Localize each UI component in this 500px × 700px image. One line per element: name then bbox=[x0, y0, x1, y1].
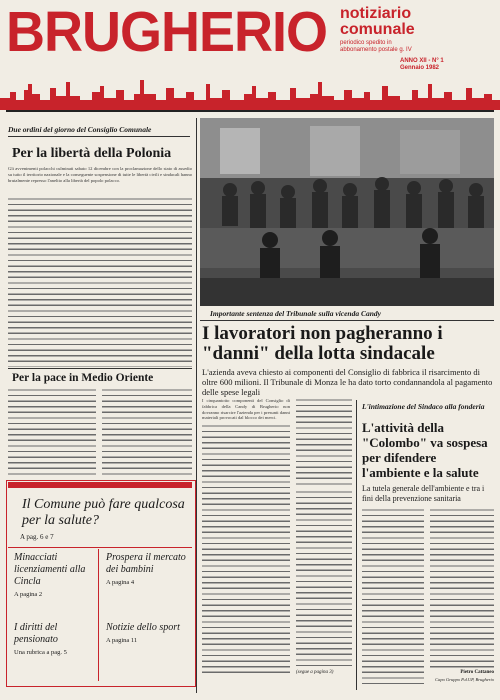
medio-oriente-col1 bbox=[8, 388, 96, 476]
teaser-pensionato-page: Una rubrica a pag. 5 bbox=[14, 649, 67, 656]
medio-oriente-col2 bbox=[102, 388, 192, 476]
continued-note: (segue a pagina 3) bbox=[296, 670, 334, 675]
left-headline-medio-oriente: Per la pace in Medio Oriente bbox=[12, 372, 154, 384]
right-signature: Pietro Cattaneo bbox=[460, 670, 494, 675]
caption-rule bbox=[200, 320, 494, 321]
left-divider bbox=[8, 368, 192, 369]
right-headline: L'attività della "Colombo" va sospesa per difendere l'ambiente e la salute bbox=[362, 420, 488, 480]
teaser-bambini-page: A pagina 4 bbox=[106, 579, 135, 586]
teaser-sport-title: Notizie dello sport bbox=[106, 622, 180, 633]
teaser-cincla-page: A pagina 2 bbox=[14, 591, 43, 598]
box-divider bbox=[8, 547, 192, 548]
left-headline-polonia: Per la libertà della Polonia bbox=[12, 146, 172, 161]
postal-info bbox=[340, 40, 412, 54]
right-divider bbox=[356, 400, 357, 690]
masthead-title: BRUGHERIO bbox=[6, 0, 328, 64]
teaser-sport-page: A pagina 11 bbox=[106, 637, 138, 644]
postal-line2: abbonamento postale g. IV bbox=[340, 47, 412, 53]
right-body-col1 bbox=[362, 508, 424, 688]
left-lead-polonia: Gli avvenimenti polacchi culminati sabato 12 dicembre con la proclamazione dello stato di assedio su tutto il territorio nazionale e la conseguente sospensione di tutte le libertà civili e sindacali hanno brutalmente represso l'anelito alla libertà del popolo polacco. bbox=[8, 166, 192, 183]
courtroom-photo bbox=[200, 118, 494, 306]
masthead-subtitle bbox=[340, 6, 415, 38]
right-signature-role: Capo Gruppo P.d.UP, Brugherio bbox=[435, 677, 494, 682]
column-divider bbox=[196, 118, 197, 693]
teaser-bambini-title: Prospera il mercato dei bambini bbox=[106, 552, 186, 575]
photo-caption: Importante sentenza del Tribunale sulla vicenda Candy bbox=[210, 309, 381, 318]
main-deck: L'azienda aveva chiesto ai componenti del Consiglio di fabbrica il risarcimento di oltre 600 milioni. Il Tribunale di Monza le ha dato torto condannandola al pagamento delle spese legali bbox=[202, 367, 493, 397]
right-kicker: L'intimazione del Sindaco alla fonderia bbox=[362, 402, 485, 411]
main-body-intro: I cinquantotto componenti del Consiglio di fabbrica della Candy di Brugherio non dovranno risarcire l'azienda per i presunti danni materiali provocati dal blocco dei merci. bbox=[202, 398, 290, 421]
main-body-col1 bbox=[202, 424, 290, 676]
right-body-col2 bbox=[430, 508, 494, 668]
main-body-col2b bbox=[296, 490, 352, 666]
subtitle-line2: comunale bbox=[340, 21, 415, 38]
main-headline: I lavoratori non pagheranno i "danni" della lotta sindacale bbox=[202, 323, 443, 364]
teaser-cincla-title: Minacciati licenziamenti alla Cincla bbox=[14, 552, 86, 587]
masthead-rule bbox=[6, 110, 494, 112]
polonia-body-text bbox=[8, 197, 192, 367]
left-kicker: Due ordini del giorno del Consiglio Comunale bbox=[8, 125, 190, 137]
issue-line1: ANNO XII - N° 1 bbox=[400, 58, 444, 64]
box-page: A pag. 6 e 7 bbox=[20, 533, 54, 541]
subtitle-line1: notiziario bbox=[340, 5, 412, 22]
box-title: Il Comune può fare qualcosa per la salute? bbox=[22, 497, 185, 528]
contents-box-band bbox=[8, 482, 192, 488]
issue-line2: Gennaio 1982 bbox=[400, 65, 440, 71]
teaser-cincla[interactable] bbox=[14, 552, 96, 598]
teaser-pensionato-title: I diritti del pensionato bbox=[14, 622, 58, 645]
box-vdivider bbox=[98, 549, 99, 681]
teaser-bambini[interactable] bbox=[106, 552, 190, 586]
skyline-illustration bbox=[0, 70, 500, 110]
main-body-col2 bbox=[296, 398, 352, 488]
teaser-pensionato[interactable] bbox=[14, 622, 96, 656]
postal-line1: periodico spedito in bbox=[340, 40, 392, 46]
teaser-sport[interactable] bbox=[106, 622, 190, 644]
right-deck: La tutela generale dell'ambiente e tra i fini della prevenzione sanitaria bbox=[362, 484, 485, 503]
